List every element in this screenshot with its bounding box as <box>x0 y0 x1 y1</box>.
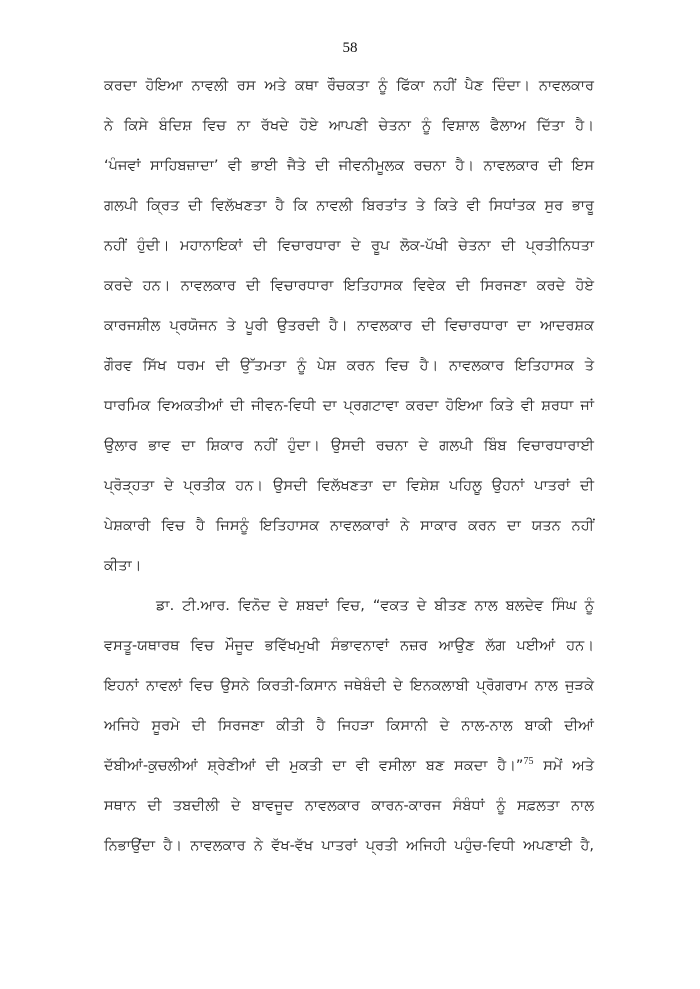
text-line: ਕਾਰਜਸ਼ੀਲ ਪ੍ਰਯੋਜਨ ਤੇ ਪੂਰੀ ਉਤਰਦੀ ਹੈ। ਨਾਵਲਕਾਰ ਦੀ ਵਿਚਾਰਧਾਰਾ ਦਾ ਆਦਰਸ਼ਕ <box>104 318 594 334</box>
text-line: ਸਥਾਨ ਦੀ ਤਬਦੀਲੀ ਦੇ ਬਾਵਜੂਦ ਨਾਵਲਕਾਰ ਕਾਰਨ-ਕਾਰਜ ਸੰਬੰਧਾਂ ਨੂੰ ਸਫ਼ਲਤਾ ਨਾਲ <box>104 798 594 814</box>
text-line: ਇਹਨਾਂ ਨਾਵਲਾਂ ਵਿਚ ਉਸਨੇ ਕਿਰਤੀ-ਕਿਸਾਨ ਜਥੇਬੰਦੀ ਦੇ ਇਨਕਲਾਬੀ ਪ੍ਰੋਗਰਾਮ ਨਾਲ ਜੁੜਕੇ <box>104 678 594 694</box>
body-text <box>104 66 594 866</box>
text-line: ਧਾਰਮਿਕ ਵਿਅਕਤੀਆਂ ਦੀ ਜੀਵਨ-ਵਿਧੀ ਦਾ ਪ੍ਰਗਟਾਵਾ ਕਰਦਾ ਹੋਇਆ ਕਿਤੇ ਵੀ ਸ਼ਰਧਾ ਜਾਂ <box>104 398 594 414</box>
paragraph-1 <box>104 66 594 586</box>
text-line: ਅਜਿਹੇ ਸੂਰਮੇ ਦੀ ਸਿਰਜਣਾ ਕੀਤੀ ਹੈ ਜਿਹੜਾ ਕਿਸਾਨੀ ਦੇ ਨਾਲ-ਨਾਲ ਬਾਕੀ ਦੀਆਂ <box>104 718 594 734</box>
footnote-reference: 75 <box>523 756 534 768</box>
text-line: ‘ਪੰਜਵਾਂ ਸਾਹਿਬਜ਼ਾਦਾ’ ਵੀ ਭਾਈ ਜੈਤੇ ਦੀ ਜੀਵਨੀਮੂਲਕ ਰਚਨਾ ਹੈ। ਨਾਵਲਕਾਰ ਦੀ ਇਸ <box>104 158 594 174</box>
text-line: ਉਲਾਰ ਭਾਵ ਦਾ ਸ਼ਿਕਾਰ ਨਹੀਂ ਹੁੰਦਾ। ਉਸਦੀ ਰਚਨਾ ਦੇ ਗਲਪੀ ਬਿੰਬ ਵਿਚਾਰਧਾਰਾਈ <box>104 438 594 454</box>
page-number: 58 <box>342 40 358 56</box>
text-line: ਨੇ ਕਿਸੇ ਬੰਦਿਸ਼ ਵਿਚ ਨਾ ਰੱਖਦੇ ਹੋਏ ਆਪਣੀ ਚੇਤਨਾ ਨੂੰ ਵਿਸ਼ਾਲ ਫੈਲਾਅ ਦਿੱਤਾ ਹੈ। <box>104 118 594 134</box>
text-line: ਕੀਤਾ। <box>104 558 142 574</box>
paragraph-2 <box>104 586 594 866</box>
text-line: ਪੇਸ਼ਕਾਰੀ ਵਿਚ ਹੈ ਜਿਸਨੂੰ ਇਤਿਹਾਸਕ ਨਾਵਲਕਾਰਾਂ ਨੇ ਸਾਕਾਰ ਕਰਨ ਦਾ ਯਤਨ ਨਹੀਂ <box>104 518 594 534</box>
text-line: ਨਹੀਂ ਹੁੰਦੀ। ਮਹਾਨਾਇਕਾਂ ਦੀ ਵਿਚਾਰਧਾਰਾ ਦੇ ਰੂਪ ਲੋਕ-ਪੱਖੀ ਚੇਤਨਾ ਦੀ ਪ੍ਰਤੀਨਿਧਤਾ <box>104 238 594 254</box>
text-after-footnote: ਸਮੇਂ ਅਤੇ <box>533 758 595 774</box>
text-line-with-footnote <box>104 746 594 786</box>
quote-end-text: ਦੱਬੀਆਂ-ਕੁਚਲੀਆਂ ਸ਼੍ਰੇਣੀਆਂ ਦੀ ਮੁਕਤੀ ਦਾ ਵੀ ਵਸੀਲਾ ਬਣ ਸਕਦਾ ਹੈ।” <box>104 758 524 774</box>
text-line: ਗੌਰਵ ਸਿੱਖ ਧਰਮ ਦੀ ਉੱਤਮਤਾ ਨੂੰ ਪੇਸ਼ ਕਰਨ ਵਿਚ ਹੈ। ਨਾਵਲਕਾਰ ਇਤਿਹਾਸਕ ਤੇ <box>104 358 594 374</box>
text-line: ਪ੍ਰੋੜ੍ਹਤਾ ਦੇ ਪ੍ਰਤੀਕ ਹਨ। ਉਸਦੀ ਵਿਲੱਖਣਤਾ ਦਾ ਵਿਸ਼ੇਸ਼ ਪਹਿਲੂ ਉਹਨਾਂ ਪਾਤਰਾਂ ਦੀ <box>104 478 594 494</box>
text-line: ਕਰਦੇ ਹਨ। ਨਾਵਲਕਾਰ ਦੀ ਵਿਚਾਰਧਾਰਾ ਇਤਿਹਾਸਕ ਵਿਵੇਕ ਦੀ ਸਿਰਜਣਾ ਕਰਦੇ ਹੋਏ <box>104 278 594 294</box>
text-line: ਡਾ. ਟੀ.ਆਰ. ਵਿਨੋਦ ਦੇ ਸ਼ਬਦਾਂ ਵਿਚ, “ਵਕਤ ਦੇ ਬੀਤਣ ਨਾਲ ਬਲਦੇਵ ਸਿੰਘ ਨੂੰ <box>156 598 594 614</box>
text-line: ਗਲਪੀ ਕ੍ਰਿਤ ਦੀ ਵਿਲੱਖਣਤਾ ਹੈ ਕਿ ਨਾਵਲੀ ਬਿਰਤਾਂਤ ਤੇ ਕਿਤੇ ਵੀ ਸਿਧਾਂਤਕ ਸੁਰ ਭਾਰੂ <box>104 198 594 214</box>
text-line: ਵਸਤੂ-ਯਥਾਰਥ ਵਿਚ ਮੌਜੂਦ ਭਵਿੱਖਮੁਖੀ ਸੰਭਾਵਨਾਵਾਂ ਨਜ਼ਰ ਆਉਣ ਲੱਗ ਪਈਆਂ ਹਨ। <box>104 638 594 654</box>
text-line: ਨਿਭਾਉਂਦਾ ਹੈ। ਨਾਵਲਕਾਰ ਨੇ ਵੱਖ-ਵੱਖ ਪਾਤਰਾਂ ਪ੍ਰਤੀ ਅਜਿਹੀ ਪਹੁੰਚ-ਵਿਧੀ ਅਪਣਾਈ ਹੈ, <box>104 838 594 854</box>
text-line: ਕਰਦਾ ਹੋਇਆ ਨਾਵਲੀ ਰਸ ਅਤੇ ਕਥਾ ਰੌਚਕਤਾ ਨੂੰ ਫਿੱਕਾ ਨਹੀਂ ਪੈਣ ਦਿੰਦਾ। ਨਾਵਲਕਾਰ <box>104 78 594 94</box>
